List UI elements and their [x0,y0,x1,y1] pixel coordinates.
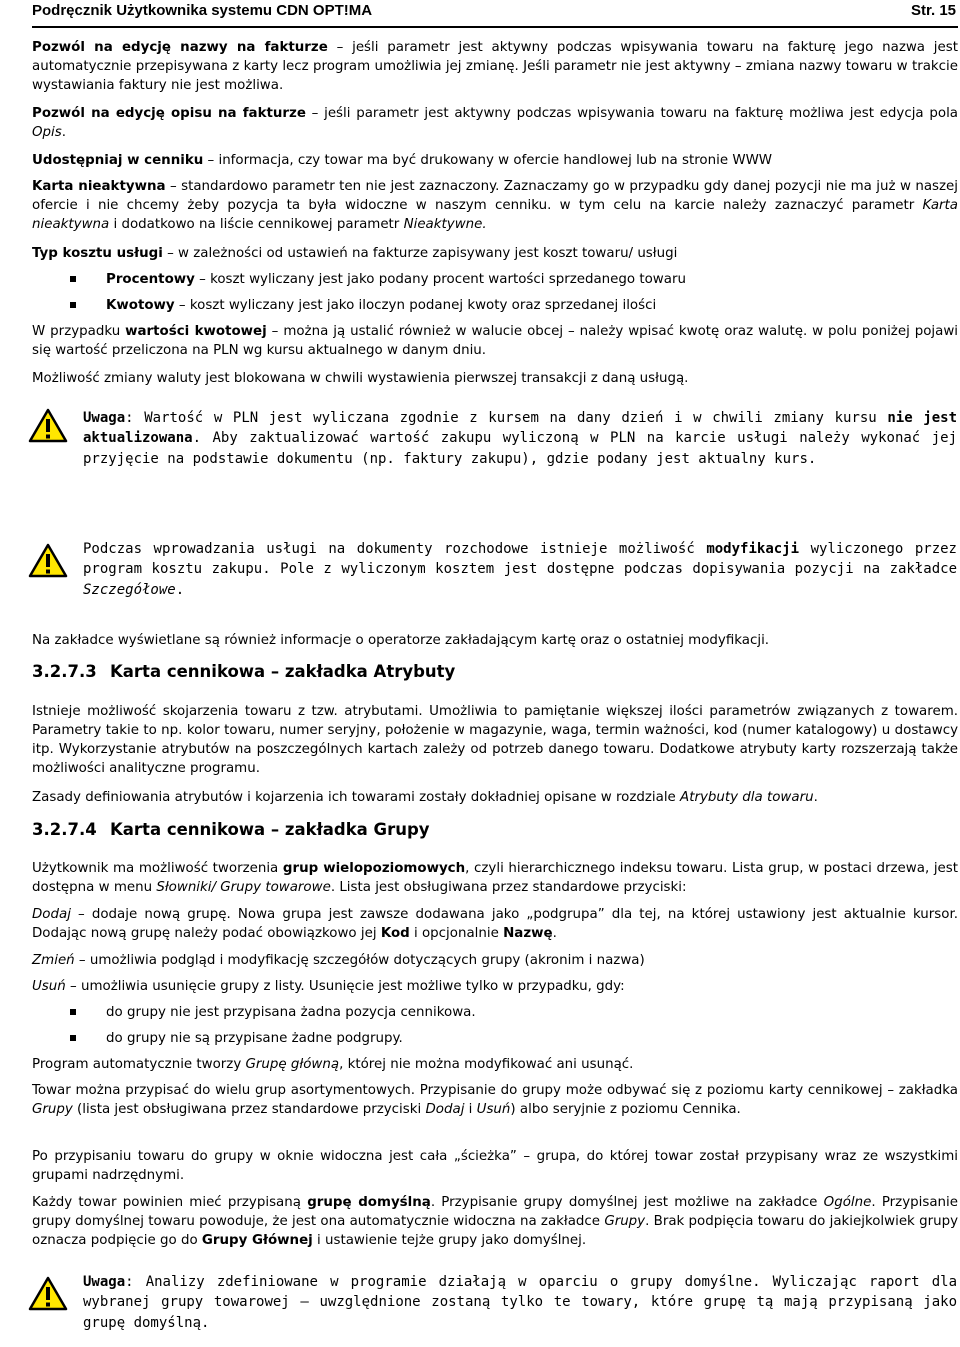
paragraph-add-button [32,905,958,943]
text: – można ją ustalić również w walucie obcej – należy wpisać kwotę oraz walutę. w polu poniżej pojawi się wartość przeliczona na PLN wg kursu aktualnego w danym dniu. [32,324,959,358]
text: – umożliwia podgląd i modyfikację szczegółów dotyczących grupy (akronim i nazwa) [74,953,645,968]
term: Karta nieaktywna [32,179,166,194]
text: – w zależności od ustawień na fakturze zapisywany jest koszt towaru/ usługi [162,246,678,261]
term: Nazwę [503,926,553,941]
text: i dodatkowo na liście cennikowej parametr [109,217,404,232]
section-title: Karta cennikowa – zakładka Atrybuty [110,662,456,681]
tab-name: Ogólne [823,1195,872,1210]
paragraph-default-group [32,1193,958,1250]
paragraph-price-list [32,151,958,170]
text: , czyli hierarchicznego indeksu towaru. Lista grup, w postaci drzewa, jest dostępna w menu [32,861,958,895]
text: – standardowo parametr ten nie jest zaznaczony. Zaznaczamy go w przypadku gdy danej pozycji nie ma już w naszej ofercie i nie chcemy żeby pozycja ta była widoczne w naszym cenniku. w tym celu na karcie należy zaznaczyć parametr [32,179,958,213]
text: . [552,926,557,941]
text: ) albo seryjnie z poziomu Cennika. [510,1102,741,1117]
text: , której nie można modyfikować ani usunąć. [339,1057,634,1072]
text: – informacja, czy towar ma być drukowany w ofercie handlowej lub na stronie WWW [203,153,773,168]
bullet-marker [70,302,76,308]
paragraph-main-group [32,1055,958,1074]
chapter-name: Atrybuty dla towaru [680,790,814,805]
bullet-item-amount [106,296,656,315]
emphasis: modyfikacji [706,541,800,557]
text: Program automatycznie tworzy [32,1057,246,1072]
button-name: Zmień [32,953,75,968]
term: wartości kwotowej [125,324,267,339]
text: W przypadku [32,324,126,339]
text: Towar można przypisać do wielu grup asortymentowych. Przypisanie do grupy może odbywać się z poziomu karty cennikowej – zakładka [32,1083,958,1098]
text: . Aby zaktualizować wartość zakupu wyliczoną w PLN na karcie usługi należy wykonać jej przyjęcie na podstawie dokumentu (np. faktury zakupu), gdzie podany jest aktualny kurs. [83,430,957,467]
page-number: Str. 15 [910,2,956,19]
paragraph-edit-name [32,38,958,95]
bullet-item-percent [106,270,686,289]
bullet-item-no-subgroups: do grupy nie są przypisane żadne podgrupy. [106,1031,403,1046]
term: Typ kosztu usługi [32,246,163,261]
tab-name: Szczegółowe [83,581,176,598]
text: : Analizy zdefiniowane w programie działają w oparciu o grupy domyślne. Wyliczając raport dla wybranej grupy towarowej – uwzględnione zostaną tylko te towary, które grupę tą mają przypisaną jako grupę domyślną. [83,1274,957,1331]
text: – jeśli parametr jest aktywny podczas wpisywania towaru na fakturę możliwa jest edycja pola [305,106,958,121]
text: wyliczonego przez program kosztu zakupu. Pole z wyliczonym kosztem jest dostępne podczas dopisywania pozycji na zakładce [83,541,957,578]
text: . [175,581,185,598]
paragraph-currency-lock: Możliwość zmiany waluty jest blokowana w chwili wystawienia pierwszej transakcji z daną usługą. [32,371,689,386]
text: . [813,790,818,805]
emphasis: nie jest aktualizowana [83,410,958,447]
term: Grupy Głównej [201,1233,313,1248]
note-label: Uwaga [83,410,126,426]
paragraph-edit-description [32,104,958,142]
text: . [61,125,67,140]
term: Pozwól na edycję nazwy na fakturze [32,40,328,55]
term: Procentowy [106,272,195,287]
tab-name: Grupy [604,1214,646,1229]
text: i [464,1102,477,1117]
warning-note-exchange-rate [83,408,957,469]
button-name: Dodaj [425,1102,465,1117]
warning-note-default-groups [83,1272,957,1333]
term: Pozwól na edycję opisu na fakturze [32,106,306,121]
text: i ustawienie tejże grupy jako domyślnej. [312,1233,587,1248]
button-name: Dodaj [32,907,71,922]
button-name: Usuń [32,979,66,994]
paragraph-edit-button [32,951,958,970]
text: . Przypisanie grupy domyślnej towaru powoduje, że jest ona automatycznie widoczna na zakładce [32,1195,958,1229]
term: Udostępniaj w cenniku [32,153,204,168]
text: – dodaje nową grupę. Nowa grupa jest zawsze dodawana jako „podgrupa” dla tej, na której ustawiony jest aktualnie kursor. Dodając nową grupę należy podać obowiązkowo jej [32,907,958,941]
button-name: Usuń [476,1102,511,1117]
term: grupę domyślną [307,1195,431,1210]
paragraph-attributes-intro: Istnieje możliwość skojarzenia towaru z tzw. atrybutami. Umożliwia to pamiętanie większej ilości parametrów związanych z towarem. Parametry takie to np. kolor towaru, numer seryjny, położenie w magazynie, waga, termin ważności, kod (numer katalogowy) u dostawcy itp. Wykorzystanie atrybutów na poszczególnych kartach zależy od potrzeb danego towaru. Dodatkowe atrybuty karty rozszerzają także możliwości analityczne programu. [32,704,958,776]
paragraph-amount-value [32,322,958,360]
text: . Przypisanie grupy domyślnej jest możliwe na zakładce [430,1195,824,1210]
param-name: Nieaktywne. [403,217,487,232]
paragraph-cost-type [32,244,958,263]
tab-name: Grupy [32,1102,73,1117]
term: Kod [380,926,410,941]
text: : Wartość w PLN jest wyliczana zgodnie z kursem na dany dzień i w chwili zmiany kursu [125,410,888,426]
text: . Lista jest obsługiwana przez standardowe przyciski: [330,880,687,895]
text: Użytkownik ma możliwość tworzenia [32,861,283,876]
bullet-marker [70,276,76,282]
note-label: Uwaga [83,1274,126,1290]
text: Podczas wprowadzania usługi na dokumenty rozchodowe istnieje możliwość [83,541,707,557]
header-title: Podręcznik Użytkownika systemu CDN OPT!MA [32,2,373,19]
text: i opcjonalnie [409,926,504,941]
page-header [32,0,958,28]
bullet-marker [70,1035,76,1041]
section-heading-groups [32,819,430,841]
term: Kwotowy [106,298,175,313]
section-heading-attributes [32,661,455,683]
warning-icon [28,543,68,579]
text: – koszt wyliczany jest jako iloczyn podanej kwoty oraz sprzedanej ilości [174,298,657,313]
section-number: 3.2.7.4 [32,820,97,839]
text: Każdy towar powinien mieć przypisaną [32,1195,308,1210]
text: . Brak podpięcia towaru do jakiejkolwiek grupy oznacza podpięcie go do [32,1214,958,1248]
warning-icon [28,1276,68,1312]
paragraph-multiple-groups [32,1081,958,1119]
paragraph-groups-intro [32,859,958,897]
warning-icon [28,408,68,444]
text: Zasady definiowania atrybutów i kojarzenia ich towarami zostały dokładniej opisane w rozdziale [32,790,681,805]
section-title: Karta cennikowa – zakładka Grupy [110,820,430,839]
bullet-marker [70,1009,76,1015]
bullet-item-no-positions: do grupy nie jest przypisana żadna pozycja cennikowa. [106,1005,476,1020]
text: – umożliwia usunięcie grupy z listy. Usunięcie jest możliwe tylko w przypadku, gdy: [65,979,625,994]
paragraph-delete-button [32,977,958,996]
text: (lista jest obsługiwana przez standardowe przyciski [72,1102,426,1117]
term: grup wielopoziomowych [282,861,466,876]
param-name: Karta nieaktywna [32,198,958,232]
paragraph-operator-info: Na zakładce wyświetlane są również informacje o operatorze zakładającym kartę oraz o ostatniej modyfikacji. [32,633,770,648]
paragraph-group-path: Po przypisaniu towaru do grupy w oknie widoczna jest cała „ścieżka” – grupa, do której towar został przypisany wraz ze wszystkimi grupami nadrzędnymi. [32,1149,958,1183]
paragraph-attributes-rules [32,788,958,807]
section-number: 3.2.7.3 [32,662,97,681]
text: – koszt wyliczany jest jako podany procent wartości sprzedanego towaru [194,272,686,287]
paragraph-inactive-card [32,177,958,234]
menu-path: Słowniki/ Grupy towarowe [156,880,331,895]
field-name: Opis [32,125,62,140]
warning-note-cost-modification [83,539,957,600]
text: – jeśli parametr jest aktywny podczas wpisywania towaru na fakturę jego nazwa jest automatycznie przepisywana z karty lecz program umożliwia jej zmianę. Jeśli parametr nie jest aktywny – zmiana nazwy towaru w trakcie wystawiania faktury nie jest możliwa. [32,40,958,93]
group-name: Grupę główną [245,1057,340,1072]
